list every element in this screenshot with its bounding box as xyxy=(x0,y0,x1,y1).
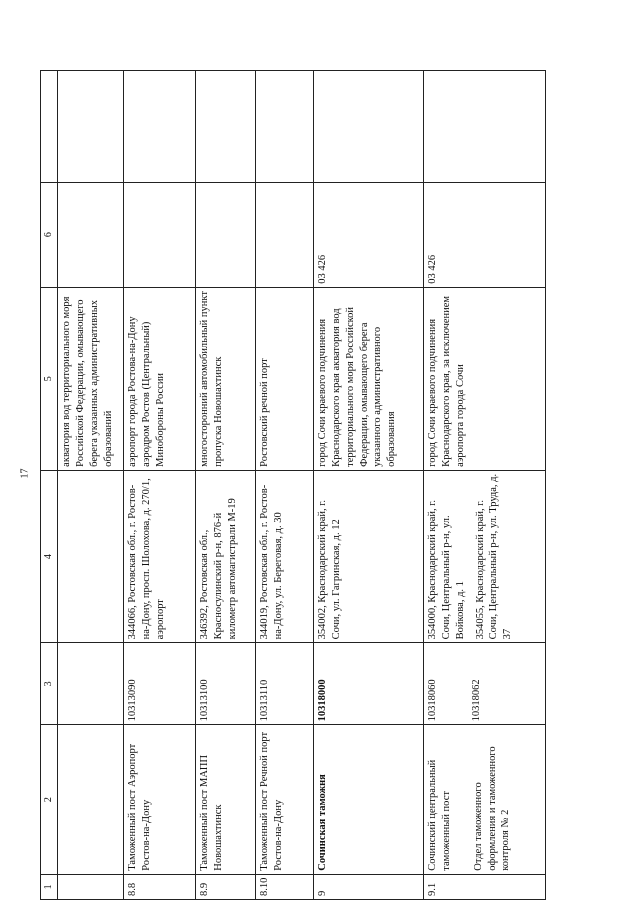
header-cell: 5 xyxy=(41,287,58,470)
cell-address: 344066, Ростовская обл., г. Ростов-на-Дону, просп. Шолохова, д. 270/1, аэропорт xyxy=(124,470,196,643)
cell-code: 10313110 xyxy=(256,643,314,725)
cell-name: Таможенный пост МАПП Новошахтинск xyxy=(196,725,256,874)
rotated-table-wrapper xyxy=(40,70,550,900)
cell-zone: аэропорт города Ростова-на-Дону аэродром Ростов (Центральный) Минобороны России xyxy=(124,287,196,470)
cell-name: Таможенный пост Аэропорт Ростов-на-Дону xyxy=(124,725,196,874)
cell-zone: многосторонний автомобильный пункт пропуска Новошахтинск xyxy=(196,287,256,470)
cell-zone: город Сочи краевого подчинения Краснодарского края акватория вод территориального моря Российской Федерации, омывающего берега указанного административного образования xyxy=(314,287,424,470)
cell-extra xyxy=(256,182,314,287)
cell-empty xyxy=(314,71,424,183)
header-cell: 2 xyxy=(41,725,58,874)
cell-empty xyxy=(58,71,124,183)
cell-code: 10318000 xyxy=(314,643,424,725)
cell-name xyxy=(58,725,124,874)
cell-code: 10313100 xyxy=(196,643,256,725)
cell-number: 8.10 xyxy=(256,874,314,899)
table-row xyxy=(58,71,124,900)
cell-empty xyxy=(196,71,256,183)
cell-address: 346392, Ростовская обл., Красносулинский р-н, 876-й километр автомагистрали М-19 xyxy=(196,470,256,643)
header-cell: 4 xyxy=(41,470,58,643)
cell-extra xyxy=(196,182,256,287)
cell-number: 8.8 xyxy=(124,874,196,899)
cell-number: 9.1 xyxy=(424,874,546,899)
cell-extra: 03 426 xyxy=(424,182,546,287)
table-row xyxy=(196,71,256,900)
cell-address xyxy=(424,470,546,643)
table-row xyxy=(256,71,314,900)
cell-code xyxy=(424,643,546,725)
cell-address: 344019, Ростовская обл., г. Ростов-на-Дону, ул. Береговая, д. 30 xyxy=(256,470,314,643)
cell-name: Сочинская таможня xyxy=(314,725,424,874)
unit-code: 10318060 xyxy=(427,679,438,722)
sub-unit-code: 10318062 xyxy=(470,679,482,722)
cell-extra xyxy=(124,182,196,287)
cell-address xyxy=(58,470,124,643)
cell-extra: 03 426 xyxy=(314,182,424,287)
sub-unit-address: 354055, Краснодарский край, г. Сочи, Центральный р-н, ул. Труда, д. 37 xyxy=(474,473,514,640)
sub-unit-name: Отдел таможенного оформления и таможенного контроля № 2 xyxy=(472,746,512,871)
table-header-row xyxy=(41,71,58,900)
header-cell: 3 xyxy=(41,643,58,725)
cell-zone: город Сочи краевого подчинения Краснодарского края, за исключением аэропорта города Сочи xyxy=(424,287,546,470)
unit-name: Сочинский центральный таможенный пост xyxy=(427,759,452,871)
cell-empty xyxy=(124,71,196,183)
table-row xyxy=(424,71,546,900)
cell-empty xyxy=(424,71,546,183)
cell-zone: Ростовский речной порт xyxy=(256,287,314,470)
cell-code: 10313090 xyxy=(124,643,196,725)
table-row xyxy=(314,71,424,900)
cell-address: 354002, Краснодарский край, г. Сочи, ул. Гагринская, д. 12 xyxy=(314,470,424,643)
document-sheet xyxy=(40,70,550,900)
cell-code xyxy=(58,643,124,725)
cell-name xyxy=(424,725,546,874)
table-row xyxy=(124,71,196,900)
page-number: 17 xyxy=(19,468,31,479)
customs-table xyxy=(40,70,546,900)
unit-address: 354000, Краснодарский край, г. Сочи, Центральный р-н, ул. Войкова, д. 1 xyxy=(427,499,466,640)
cell-extra xyxy=(58,182,124,287)
header-cell-empty xyxy=(41,71,58,183)
cell-name: Таможенный пост Речной порт Ростов-на-Дону xyxy=(256,725,314,874)
cell-number: 9 xyxy=(314,874,424,899)
cell-number xyxy=(58,874,124,899)
cell-empty xyxy=(256,71,314,183)
header-cell: 1 xyxy=(41,874,58,899)
cell-zone: акватория вод территориального моря Российской Федерации, омывающего берега указанных административных образований xyxy=(58,287,124,470)
cell-number: 8.9 xyxy=(196,874,256,899)
header-cell: 6 xyxy=(41,182,58,287)
